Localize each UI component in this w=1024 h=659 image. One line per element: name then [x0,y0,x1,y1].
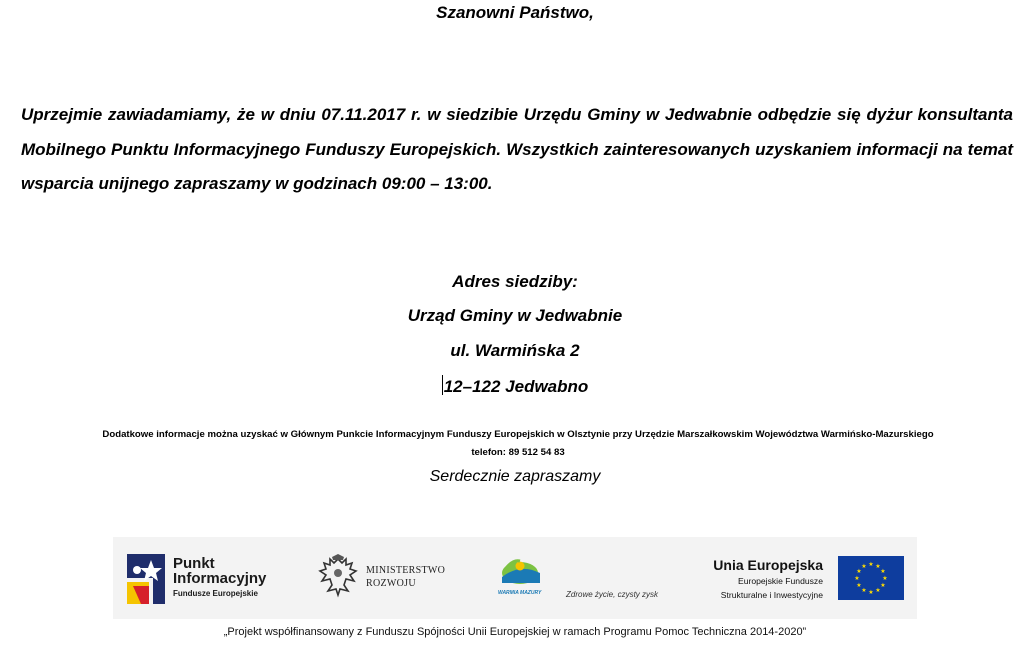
svg-text:★: ★ [875,563,881,570]
eu-flag-icon [838,556,904,600]
punkt-informacyjny-icon [123,548,169,608]
svg-text:★: ★ [861,563,867,570]
wm-slogan: Zdrowe życie, czysty zysk [566,590,659,599]
svg-text:★: ★ [868,561,874,568]
closing-text: Serdecznie zapraszamy [429,468,601,485]
address-heading: Adres siedziby: [452,272,578,291]
svg-text:★: ★ [875,587,881,594]
warmia-mazury-logo [498,553,658,603]
pi-title-2: Informacyjny [173,570,267,587]
phone-number: telefon: 89 512 54 83 [471,447,565,458]
svg-text:★: ★ [880,568,886,575]
eagle-emblem-icon [316,553,360,599]
svg-text:★: ★ [868,589,874,596]
svg-text:★: ★ [882,575,888,582]
address-postal-line [0,375,1024,397]
greeting: Szanowni Państwo, [436,3,594,22]
svg-text:★: ★ [854,575,860,582]
mr-line-2: ROZWOJU [366,578,416,589]
ministerstwo-rozwoju-logo [316,553,466,603]
address-street: ul. Warmińska 2 [450,341,580,360]
mr-line-1: MINISTERSTWO [366,565,446,576]
text-cursor [442,375,443,395]
additional-info: Dodatkowe informacje można uzyskać w Głównym Punkcie Informacyjnym Funduszy Europejskich w Olsztynie przy Urzędzie Marszałkowskim Województwa Warmińsko-Mazurskiego [102,429,934,440]
pi-title-1: Punkt [173,555,215,572]
address-postal: 12–122 Jedwabno [443,377,589,396]
ue-title: Unia Europejska [713,557,823,573]
svg-text:★: ★ [880,582,886,589]
punkt-informacyjny-logo [123,548,293,610]
warmia-mazury-icon [498,553,544,589]
project-footer: „Projekt współfinansowany z Funduszu Spójności Unii Europejskiej w ramach Programu Pomoc Techniczna 2014-2020” [223,626,807,638]
svg-text:★: ★ [861,587,867,594]
announcement-text: Uprzejmie zawiadamiamy, że w dniu 07.11.2017 r. w siedzibie Urzędu Gminy w Jedwabnie odbędzie się dyżur konsultanta Mobilnego Punktu Informacyjnego Funduszy Europejskich. Wszystkich zainteresowanych uzyskaniem informacji na temat wsparcia unijnego zapraszamy w godzinach 09:00 – 13:00. [21,105,1013,193]
ue-line-2: Strukturalne i Inwestycyjne [720,590,823,600]
svg-text:★: ★ [856,582,862,589]
wm-brand-text: WARMIA MAZURY [498,590,542,596]
ue-line-1: Europejskie Fundusze [737,576,823,586]
svg-text:★: ★ [856,568,862,575]
address-office: Urząd Gminy w Jedwabnie [407,306,623,325]
unia-europejska-logo [695,553,910,605]
pi-subtitle: Fundusze Europejskie [173,589,258,598]
